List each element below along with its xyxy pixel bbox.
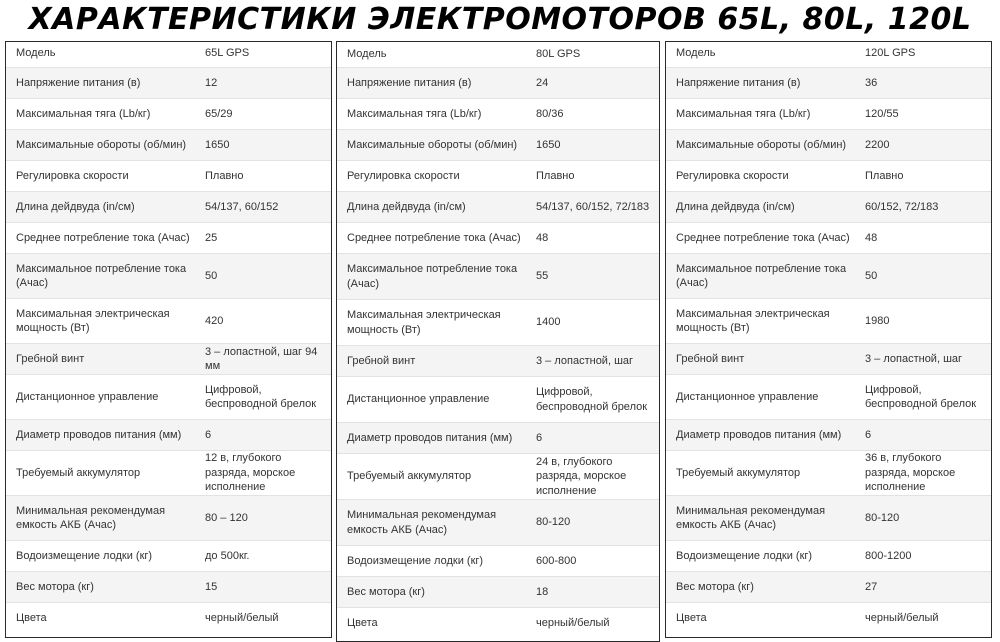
table-row [666,254,991,299]
spec-label: Длина дейдвуда (in/см) [347,200,466,213]
spec-value: 3 – лопастной, шаг [865,352,963,365]
spec-value: 80L GPS [536,48,581,60]
table-row [337,500,659,546]
spec-label: Диаметр проводов питания (мм) [676,428,842,441]
spec-label: Максимальное потребление тока (Ачас) [676,262,847,289]
spec-label: Требуемый аккумулятор [676,466,801,479]
spec-value: 24 [536,76,549,89]
spec-label: Диаметр проводов питания (мм) [347,431,513,444]
table-row [337,608,659,639]
table-row [6,420,331,451]
spec-label: Среднее потребление тока (Ачас) [676,231,850,244]
table-row [6,223,331,254]
spec-label: Дистанционное управление [16,390,159,403]
spec-label: Дистанционное управление [676,390,819,403]
table-row [337,42,659,68]
spec-value: 2200 [865,138,890,151]
table-row [337,99,659,130]
table-row [6,299,331,344]
spec-label: Цвета [16,612,47,625]
spec-label: Цвета [347,617,378,630]
spec-label: Диаметр проводов питания (мм) [16,428,182,441]
table-row [666,68,991,99]
spec-label: Длина дейдвуда (in/см) [16,200,135,213]
spec-label: Максимальное потребление тока (Ачас) [347,263,518,290]
table-row [6,496,331,541]
spec-value: Цифровой, беспроводной брелок [536,386,648,413]
spec-value: 6 [536,431,543,444]
spec-value: Цифровой, беспроводной брелок [205,383,317,410]
spec-label: Гребной винт [676,352,745,365]
spec-label: Среднее потребление тока (Ачас) [16,231,190,244]
spec-value: 65L GPS [205,47,250,59]
table-row [337,223,659,254]
spec-label: Максимальные обороты (об/мин) [16,138,187,151]
spec-label: Гребной винт [16,352,85,365]
spec-value: 6 [865,428,872,441]
spec-value: 3 – лопастной, шаг 94 мм [205,345,318,372]
spec-value: 1400 [536,316,561,329]
table-row [337,130,659,161]
table-row [337,346,659,377]
table-row [6,451,331,496]
spec-label: Максимальные обороты (об/мин) [347,138,518,151]
spec-label: Модель [16,47,56,59]
spec-value: 3 – лопастной, шаг [536,354,634,367]
spec-value: Плавно [536,169,575,182]
spec-value: 12 [205,76,218,89]
table-row [666,99,991,130]
spec-table-65l [5,41,332,638]
table-row [6,254,331,299]
spec-label: Требуемый аккумулятор [347,470,472,483]
spec-label: Максимальная электрическая мощность (Вт) [347,309,501,336]
spec-value: 50 [865,269,878,282]
spec-table-120l [665,41,992,638]
spec-value: Цифровой, беспроводной брелок [865,383,977,410]
spec-value: 48 [865,231,878,244]
spec-value: 6 [205,428,212,441]
spec-value: 120/55 [865,107,899,120]
table-row [337,300,659,346]
table-row [337,577,659,608]
table-row [337,377,659,423]
spec-value: 65/29 [205,107,233,120]
spec-label: Гребной винт [347,354,416,367]
spec-label: Максимальная тяга (Lb/кг) [676,107,811,120]
spec-label: Водоизмещение лодки (кг) [676,549,813,562]
spec-label: Минимальная рекомендумая емкость АКБ (Ачас) [347,509,497,536]
spec-value: 36 [865,76,878,89]
table-row [6,541,331,572]
spec-value: черный/белый [205,612,279,625]
table-row [337,192,659,223]
spec-label: Напряжение питания (в) [676,76,801,89]
spec-value: 24 в, глубокого разряда, морское исполнение [536,455,627,497]
spec-value: 80-120 [536,516,571,529]
spec-value: 80-120 [865,511,900,524]
table-row [6,572,331,603]
table-row [337,68,659,99]
spec-value: 25 [205,231,218,244]
spec-label: Максимальная электрическая мощность (Вт) [16,307,170,334]
table-row [6,603,331,634]
spec-value: до 500кг. [205,549,250,562]
spec-value: 1650 [205,138,230,151]
page-title: ХАРАКТЕРИСТИКИ ЭЛЕКТРОМОТОРОВ 65L, 80L, 120L [28,2,972,37]
spec-label: Требуемый аккумулятор [16,466,141,479]
table-row [6,99,331,130]
table-row [666,496,991,541]
spec-label: Максимальное потребление тока (Ачас) [16,262,187,289]
spec-value: 55 [536,270,549,283]
spec-value: 1650 [536,138,561,151]
spec-label: Максимальная электрическая мощность (Вт) [676,307,830,334]
spec-label: Минимальная рекомендумая емкость АКБ (Ачас) [16,504,166,531]
table-row [337,423,659,454]
table-row [337,161,659,192]
table-row [666,451,991,496]
spec-label: Водоизмещение лодки (кг) [347,554,484,567]
table-row [666,299,991,344]
spec-value: 80/36 [536,107,564,120]
spec-value: 27 [865,580,878,593]
spec-value: Плавно [205,169,244,182]
spec-value: 54/137, 60/152, 72/183 [536,200,650,213]
spec-label: Вес мотора (кг) [676,580,754,593]
table-row [337,454,659,500]
table-row [666,192,991,223]
table-row [666,420,991,451]
spec-label: Вес мотора (кг) [16,580,94,593]
table-row [666,572,991,603]
spec-label: Вес мотора (кг) [347,585,425,598]
spec-value: 420 [205,314,224,327]
spec-value: 120L GPS [865,47,916,59]
spec-label: Длина дейдвуда (in/см) [676,200,795,213]
table-row [666,375,991,420]
spec-value: 800-1200 [865,549,912,562]
spec-label: Напряжение питания (в) [16,76,141,89]
spec-value: 1980 [865,314,890,327]
table-row [666,223,991,254]
table-row [666,161,991,192]
spec-table-80l [336,41,660,642]
spec-value: Плавно [865,169,904,182]
table-row [666,130,991,161]
spec-label: Максимальная тяга (Lb/кг) [16,107,151,120]
spec-value: 600-800 [536,554,577,567]
spec-label: Регулировка скорости [676,169,789,182]
table-row [666,344,991,375]
spec-label: Максимальная тяга (Lb/кг) [347,107,482,120]
spec-value: 36 в, глубокого разряда, морское исполнение [865,452,956,494]
table-row [6,130,331,161]
spec-value: 12 в, глубокого разряда, морское исполнение [205,452,296,494]
spec-value: 80 – 120 [205,511,248,524]
spec-label: Водоизмещение лодки (кг) [16,549,153,562]
table-row [6,161,331,192]
spec-value: 18 [536,585,549,598]
spec-value: 48 [536,231,549,244]
table-row [6,192,331,223]
spec-label: Модель [676,47,716,59]
spec-label: Минимальная рекомендумая емкость АКБ (Ачас) [676,504,826,531]
spec-label: Регулировка скорости [16,169,129,182]
spec-value: 15 [205,580,218,593]
spec-label: Цвета [676,612,707,625]
table-row [6,42,331,68]
spec-label: Максимальные обороты (об/мин) [676,138,847,151]
table-row [6,68,331,99]
spec-label: Напряжение питания (в) [347,76,472,89]
spec-label: Модель [347,48,387,60]
table-row [666,603,991,634]
spec-label: Дистанционное управление [347,393,490,406]
table-row [666,42,991,68]
spec-label: Регулировка скорости [347,169,460,182]
table-row [337,254,659,300]
spec-value: 50 [205,269,218,282]
spec-label: Среднее потребление тока (Ачас) [347,231,521,244]
spec-value: черный/белый [536,617,610,630]
table-row [337,546,659,577]
table-row [6,375,331,420]
table-row [6,344,331,375]
table-row [666,541,991,572]
spec-value: черный/белый [865,612,939,625]
spec-value: 54/137, 60/152 [205,200,279,213]
spec-value: 60/152, 72/183 [865,200,939,213]
